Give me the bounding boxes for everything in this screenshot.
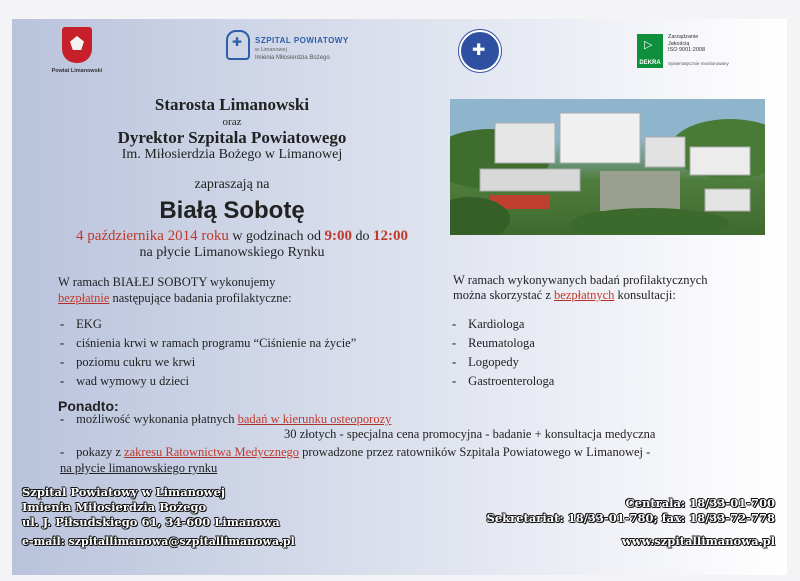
county-crest-icon xyxy=(62,27,92,63)
time-to: 12:00 xyxy=(373,228,409,244)
time-from: 9:00 xyxy=(324,228,353,244)
right-item: - Kardiologa xyxy=(452,317,525,331)
left-item-label: wad wymowy u dzieci xyxy=(76,374,189,388)
iso-line-1: Zarządzanie xyxy=(668,34,699,40)
right-item: - Reumatologa xyxy=(452,336,535,350)
iso-label xyxy=(668,34,705,54)
hospital-logo-sub: w Limanowej xyxy=(255,47,287,53)
right-intro-text: można skorzystać z xyxy=(453,288,551,302)
extra-line-2-link: zakresu Ratownictwa Medycznego xyxy=(124,445,300,459)
iso-line-2: Jakością xyxy=(668,40,690,47)
right-item-label: Gastroenterologa xyxy=(468,374,555,388)
left-item-label: EKG xyxy=(76,317,102,331)
hours-mid: do xyxy=(355,229,370,244)
left-item: - ciśnienia krwi w ramach programu “Ciśnienie na życie” xyxy=(60,336,357,350)
footer-central: Centrala: 18/33-01-700 xyxy=(625,496,775,510)
footer-website[interactable]: www.szpitallimanowa.pl xyxy=(621,534,775,548)
right-free-label: bezpłatnych xyxy=(554,288,615,302)
invite-text: zapraszają na xyxy=(194,177,270,192)
left-intro-line-2 xyxy=(58,290,418,306)
flyer-sheet xyxy=(12,19,787,575)
logo-bar xyxy=(12,19,787,89)
left-item-label: ciśnienia krwi w ramach programu “Ciśnienie na życie” xyxy=(76,336,357,350)
hospital-photo xyxy=(450,99,765,235)
extra-price: 30 złotych - specjalna cena promocyjna - badanie + konsultacja medyczna xyxy=(284,427,656,441)
extra-line-2: - pokazy z zakresu Ratownictwa Medycznego prowadzone przez ratowników Szpitala Powiatowego w Limanowej - xyxy=(60,445,651,459)
event-date: 4 października 2014 roku xyxy=(75,228,229,244)
right-intro-text-end: konsultacji: xyxy=(617,288,676,302)
left-item: - wad wymowy u dzieci xyxy=(60,374,189,388)
right-intro xyxy=(453,273,773,303)
header-line-3: Dyrektor Szpitala Powiatowego xyxy=(117,128,347,147)
header-line-4: Im. Miłosierdzia Bożego w Limanowej xyxy=(121,147,343,162)
right-intro-line-1: W ramach wykonywanych badań profilaktycznych xyxy=(453,273,708,287)
header-line-2: oraz xyxy=(222,116,242,128)
footer-address-line-2: Imienia Miłosierdzia Bożego xyxy=(22,500,207,514)
event-place: na płycie Limanowskiego Rynku xyxy=(139,245,325,260)
header-line-1: Starosta Limanowski xyxy=(154,95,310,114)
hospital-aerial-illustration xyxy=(450,99,765,235)
accreditation-seal-icon xyxy=(459,30,501,72)
hospital-logo-icon xyxy=(226,30,250,60)
footer-address-line-3: ul. J. Piłsudskiego 61, 34-600 Limanowa xyxy=(22,515,280,529)
right-item-label: Logopedy xyxy=(468,355,519,369)
extra-line-2-post: prowadzone przez ratowników Szpitala Powiatowego w Limanowej - xyxy=(302,445,651,459)
extra-line-2-cont: na płycie limanowskiego rynku xyxy=(60,461,218,475)
left-free-label: bezpłatnie xyxy=(58,291,110,305)
iso-line-3: ISO 9001:2008 xyxy=(668,47,706,53)
dekra-name: DEKRA xyxy=(639,60,661,66)
right-item-label: Reumatologa xyxy=(468,336,535,350)
footer-secretariat: Sekretariat: 18/33-01-780; fax: 18/33-72-778 xyxy=(486,511,775,525)
right-item: - Gastroenterologa xyxy=(452,374,555,388)
left-intro-text: następujące badania profilaktyczne: xyxy=(112,291,292,305)
footer-address-line-1: Szpital Powiatowy w Limanowej xyxy=(22,485,226,499)
extra-heading: Ponadto: xyxy=(58,398,119,414)
right-intro-line-2 xyxy=(453,288,773,303)
left-item: - poziomu cukru we krwi xyxy=(60,355,196,369)
hospital-logo-patron: Imienia Miłosierdzia Bożego xyxy=(255,55,330,61)
footer-address xyxy=(22,485,280,530)
footer-phones xyxy=(487,496,775,526)
county-label: Powiat Limanowski xyxy=(51,68,103,74)
extra-line-1-link: badań w kierunku osteoporozy xyxy=(237,412,392,426)
right-item: - Logopedy xyxy=(452,355,519,369)
extra-line-1: - możliwość wykonania płatnych badań w kierunku osteoporozy xyxy=(60,412,392,426)
hours-pre: w godzinach od xyxy=(232,229,322,244)
iso-line-4: Systematycznie monitorowany xyxy=(668,61,729,66)
hospital-logo-name: SZPITAL POWIATOWY xyxy=(255,36,349,45)
footer-email[interactable]: e-mail: szpitallimanowa@szpitallimanowa.pl xyxy=(22,535,295,548)
right-item-label: Kardiologa xyxy=(468,317,525,331)
event-title: Białą Sobotę xyxy=(159,197,305,224)
left-intro xyxy=(58,274,418,306)
left-item: - EKG xyxy=(60,317,102,331)
left-intro-line-1: W ramach BIAŁEJ SOBOTY wykonujemy xyxy=(58,275,276,289)
extra-line-2-pre: pokazy z xyxy=(76,445,121,459)
left-item-label: poziomu cukru we krwi xyxy=(76,355,196,369)
extra-line-1-pre: możliwość wykonania płatnych xyxy=(76,412,235,426)
event-datetime xyxy=(32,228,452,245)
